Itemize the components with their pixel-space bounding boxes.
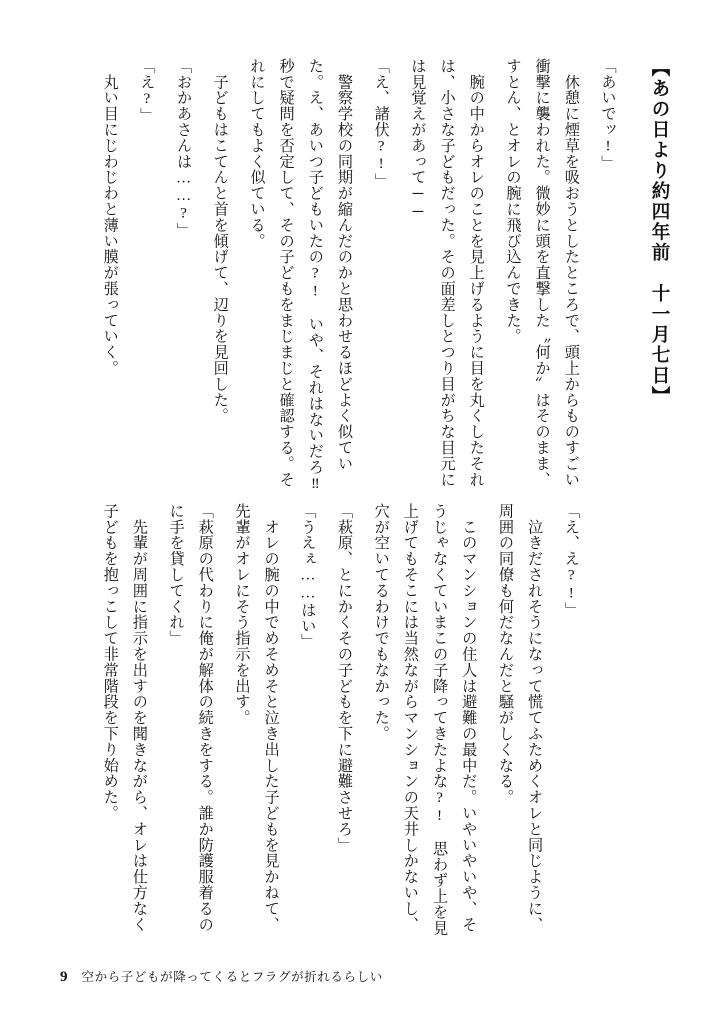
page-number: 9 <box>60 969 68 985</box>
paragraph-line: 「あいでッ!」 <box>599 58 617 172</box>
paragraph-line: オレの腕の中でめそめそと泣き出した子どもを見かねて、先輩がオレにそう指示を出す。 <box>233 503 280 933</box>
lower-text-block <box>88 503 586 948</box>
upper-text-block <box>88 58 676 509</box>
paragraph-line: 子どもはこてんと首を傾げて、辺りを見回した。 <box>211 58 229 424</box>
paragraph-line: 先輩が周囲に指示を出すのを聞きながら、オレは仕方なく子どもを抱っこして非常階段を下り始めた。 <box>101 503 148 933</box>
vertical-text-body <box>44 58 676 948</box>
paragraph-line: 腕の中からオレのことを見上げるように目を丸くしたそれは、小さな子どもだった。その面差しとつり目がちな目元には見覚えがあって── <box>409 58 485 488</box>
paragraph-line: 「え、諸伏?!」 <box>372 58 390 189</box>
paragraph-line: 「うえぇ……はい」 <box>299 503 317 650</box>
paragraph-line: 丸い目にじわじわと薄い膜が張っていく。 <box>101 58 119 376</box>
page-footer <box>60 967 383 986</box>
paragraph-line: 「萩原の代わりに俺が解体の続きをする。誰か防護服着るのに手を貸してくれ」 <box>167 503 214 933</box>
running-title: 空から子どもが降ってくるとフラグが折れるらしい <box>81 970 383 984</box>
paragraph-line: 警察学校の同期が縮んだのかと思わせるほどよく似ていた。え、あいつ子どもいたの?! いや、それはないだろ‼ 秒で疑問を否定して、その子どもをまじまじと確認する。それにしてもよく似ている。 <box>248 58 353 509</box>
paragraph-line: 「え?」 <box>138 58 156 124</box>
paragraph-line: 「萩原、とにかくその子どもを下に避難させろ」 <box>335 503 353 853</box>
paragraph-line: 「おかあさんは……?」 <box>175 58 193 239</box>
paragraph-line: このマンションの住人は避難の最中だ。いやいやいや、そうじゃなくていまこの子降ってきたよな?! 思わず上を見上げてもそこには当然ながらマンションの天井しかないし、穴が空いてるわけでもなかった。 <box>372 503 478 936</box>
paragraph-line: 泣きだされそうになって慌てふためくオレと同じように、周囲の同僚も何だなんだと騒がしくなる。 <box>496 503 544 933</box>
paragraph-line: 休憩に煙草を吸おうとしたところで、頭上からものすごい衝撃に襲われた。微妙に頭を直撃した〝何か〟はそのまま、すとん、とオレの腕に飛び込んできた。 <box>504 58 580 488</box>
section-heading: 【あの日より約四年前 十一月七日】 <box>649 58 669 407</box>
text-columns <box>88 58 676 948</box>
paragraph-line: 「え、え?!」 <box>562 503 580 618</box>
